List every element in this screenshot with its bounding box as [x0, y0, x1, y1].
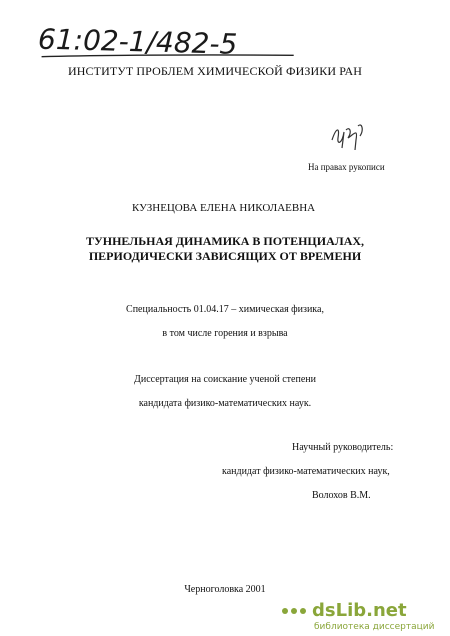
place-and-year: Черноголовка 2001	[184, 584, 266, 595]
dissertation-title	[0, 234, 450, 264]
degree-line: кандидата физико-математических наук.	[138, 398, 312, 409]
rights-note: На правах рукописи	[308, 162, 385, 172]
degree-line: Диссертация на соискание ученой степени	[134, 374, 316, 385]
advisor-name: Волохов В.М.	[312, 490, 371, 501]
title-line: ПЕРИОДИЧЕСКИ ЗАВИСЯЩИХ ОТ ВРЕМЕНИ	[88, 249, 362, 263]
author-name: КУЗНЕЦОВА ЕЛЕНА НИКОЛАЕВНА	[132, 202, 316, 214]
specialty-line: в том числе горения и взрыва	[162, 328, 288, 339]
watermark-dots-icon	[282, 608, 306, 614]
archive-number-text: 61:02-1/482-5	[37, 22, 238, 61]
watermark	[282, 598, 450, 636]
advisor-heading: Научный руководитель:	[292, 442, 394, 453]
specialty-line: Специальность 01.04.17 – химическая физика,	[126, 304, 324, 315]
institute-name: ИНСТИТУТ ПРОБЛЕМ ХИМИЧЕСКОЙ ФИЗИКИ РАН	[68, 64, 362, 78]
handwritten-signature	[328, 118, 368, 152]
watermark-subtitle: библиотека диссертаций	[314, 622, 435, 632]
title-line: ТУННЕЛЬНАЯ ДИНАМИКА В ПОТЕНЦИАЛАХ,	[85, 234, 365, 248]
watermark-logo: dsLib.net	[312, 600, 407, 621]
advisor-degree: кандидат физико-математических наук,	[222, 466, 390, 477]
